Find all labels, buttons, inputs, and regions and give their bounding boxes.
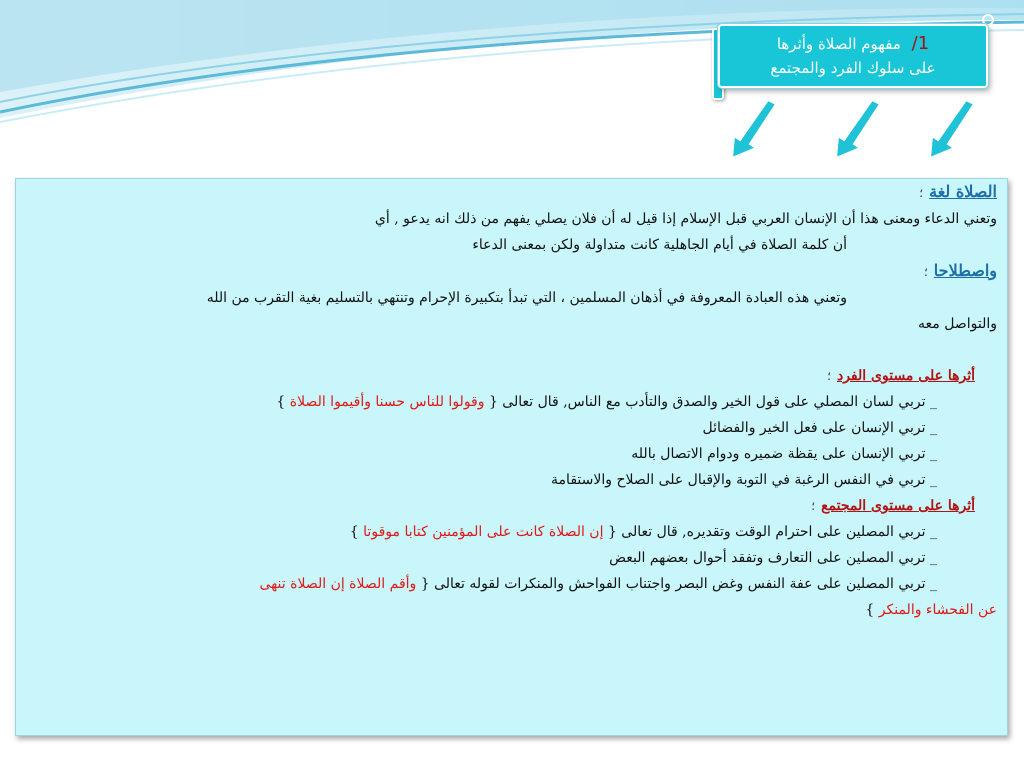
section-heading-individual: أثرها على مستوى الفرد؛: [827, 368, 975, 384]
heading-society: أثرها على مستوى المجتمع: [821, 498, 975, 514]
section-heading-lughatan: الصلاة لغة؛: [919, 182, 997, 201]
list-item: _ تربي المصلين على التعارف وتفقد أحوال بعضهم البعض: [609, 550, 937, 566]
title-line-1: [720, 32, 986, 56]
istilahan-line-2: والتواصل معه: [918, 316, 997, 332]
title-line-2: على سلوك الفرد والمجتمع: [770, 59, 936, 77]
list-item: _ تربي لسان المصلي على قول الخير والصدق والتأدب مع الناس, قال تعالى { وقولوا للناس حسنا وأقيموا الصلاة }: [276, 394, 937, 410]
list-item: _ تربي في النفس الرغبة في التوبة والإقبال على الصلاح والاستقامة: [551, 472, 937, 488]
lughatan-line-1: وتعني الدعاء ومعنى هذا أن الإنسان العربي قبل الإسلام إذا قيل له أن فلان يصلي يفهم من ذلك انه يدعو , أي: [374, 211, 997, 227]
list-item-continuation: عن الفحشاء والمنكر }: [865, 602, 997, 618]
arrow-down-left-icon: [836, 100, 880, 158]
heading-lughatan: الصلاة لغة: [929, 182, 997, 201]
list-item: _ تربي المصلين على عفة النفس وغض البصر واجتناب الفواحش والمنكرات لقوله تعالى { وأقم الصلاة إن الصلاة تنهى: [259, 576, 937, 592]
quran-verse: عن الفحشاء والمنكر: [878, 602, 997, 618]
slide-title-box: [718, 24, 988, 88]
down-arrows-decoration: [720, 96, 990, 166]
title-text-1: مفهوم الصلاة وأثرها: [776, 35, 901, 53]
list-item: _ تربي المصلين على احترام الوقت وتقديره, قال تعالى { إن الصلاة كانت على المؤمنين كتابا موقوتا }: [349, 524, 937, 540]
title-number: 1/: [911, 33, 930, 54]
section-heading-istilahan: واصطلاحا؛: [923, 261, 997, 280]
content-panel: [15, 178, 1008, 736]
lughatan-line-2: أن كلمة الصلاة في أيام الجاهلية كانت متداولة ولكن بمعنى الدعاء: [472, 237, 847, 253]
list-item: _ تربي الإنسان على يقظة ضميره ودوام الاتصال بالله: [631, 446, 937, 462]
quran-verse: وأقم الصلاة إن الصلاة تنهى: [259, 576, 421, 592]
heading-individual: أثرها على مستوى الفرد: [836, 368, 975, 384]
heading-istilahan: واصطلاحا: [933, 261, 997, 280]
quran-verse: وقولوا للناس حسنا وأقيموا الصلاة: [285, 394, 489, 410]
list-item: _ تربي الإنسان على فعل الخير والفضائل: [702, 420, 937, 436]
istilahan-line-1: وتعني هذه العبادة المعروفة في أذهان المسلمين ، التي تبدأ بتكبيرة الإحرام وتنتهي بالتسليم بغية التقرب من الله: [206, 290, 847, 306]
arrow-down-left-icon: [930, 100, 974, 158]
quran-verse: إن الصلاة كانت على المؤمنين كتابا موقوتا: [358, 524, 608, 540]
section-heading-society: أثرها على مستوى المجتمع؛: [811, 498, 975, 514]
arrow-down-left-icon: [732, 100, 776, 158]
